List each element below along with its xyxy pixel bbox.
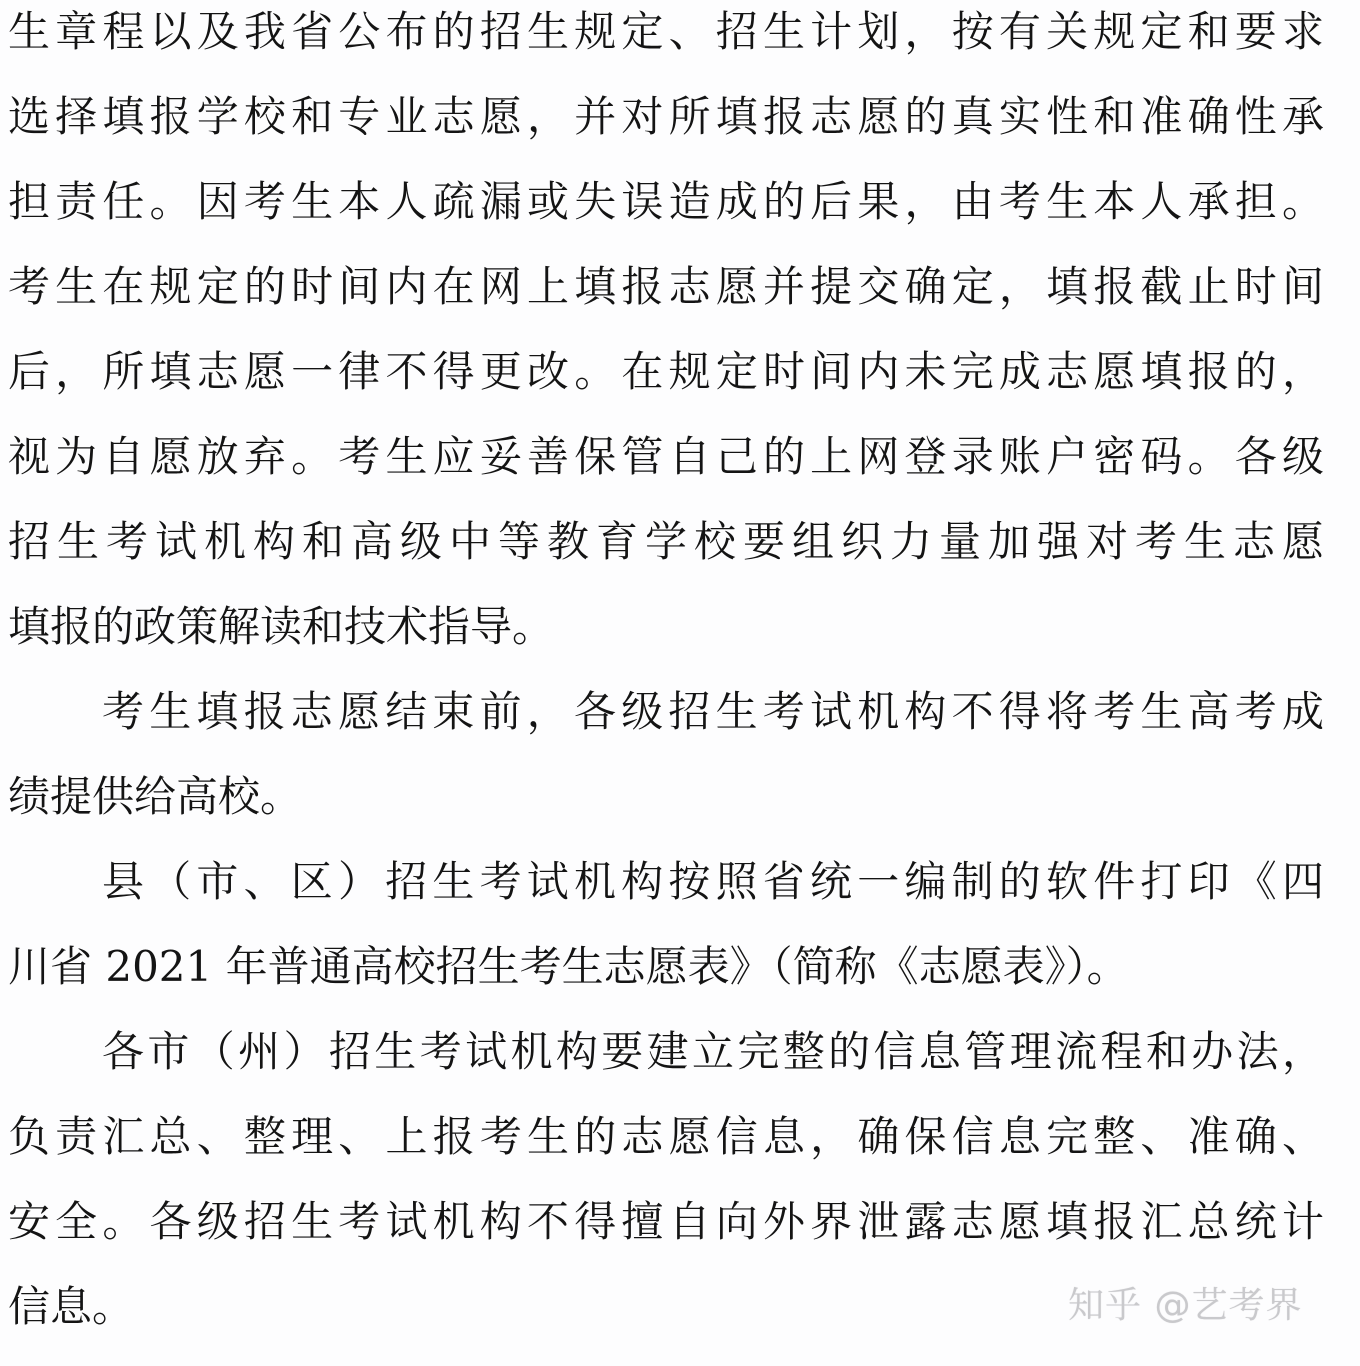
text-line-8: 填报的政策解读和技术指导。 [8,602,555,651]
text-line-1: 生章程以及我省公布的招生规定、招生计划，按有关规定和要求 [8,7,1324,56]
text-line-7: 招生考试机构和高级中等教育学校要组织力量加强对考生志愿 [8,517,1324,566]
text-line-6: 视为自愿放弃。考生应妥善保管自己的上网登录账户密码。各级 [8,432,1324,481]
text-line-14: 负责汇总、整理、上报考生的志愿信息，确保信息完整、准确、 [8,1112,1324,1161]
text-line-12: 川省 2021 年普通高校招生考生志愿表》（简称《志愿表》）。 [8,942,1129,991]
text-line-2: 选择填报学校和专业志愿，并对所填报志愿的真实性和准确性承 [8,92,1324,141]
text-line-3: 担责任。因考生本人疏漏或失误造成的后果，由考生本人承担。 [8,177,1324,226]
text-line-10: 绩提供给高校。 [8,772,303,821]
text-line-4: 考生在规定的时间内在网上填报志愿并提交确定，填报截止时间 [8,262,1324,311]
paragraph-start-line-9: 考生填报志愿结束前，各级招生考试机构不得将考生高考成 [102,687,1324,736]
paragraph-start-line-13: 各市（州）招生考试机构要建立完整的信息管理流程和办法， [102,1027,1324,1076]
paragraph-start-line-11: 县（市、区）招生考试机构按照省统一编制的软件打印《四 [102,857,1324,906]
text-line-16: 信息。 [8,1282,135,1331]
zhihu-watermark: 知乎 @艺考界 [1068,1285,1303,1326]
text-line-15: 安全。各级招生考试机构不得擅自向外界泄露志愿填报汇总统计 [8,1197,1324,1246]
text-line-5: 后，所填志愿一律不得更改。在规定时间内未完成志愿填报的， [8,347,1324,396]
